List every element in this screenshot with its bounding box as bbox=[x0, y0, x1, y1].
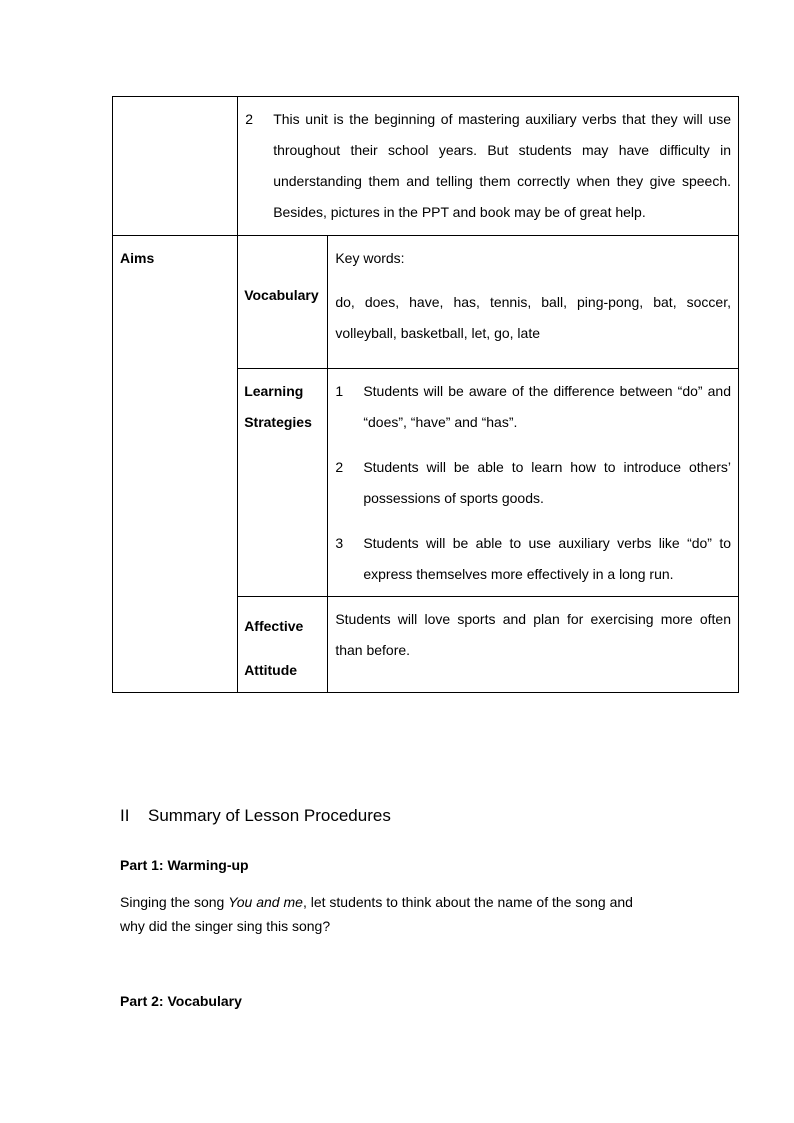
key-words-heading: Key words: bbox=[335, 250, 405, 266]
affective-attitude-label-cell bbox=[238, 597, 328, 693]
list-item bbox=[335, 376, 731, 438]
para-text: why did the singer sing this song? bbox=[120, 918, 331, 934]
list-item bbox=[335, 528, 731, 590]
item-text: Students will be able to use auxiliary verbs like “do” to express themselves more effectively in a long run. bbox=[363, 535, 731, 582]
empty-cell bbox=[113, 97, 238, 236]
affective-attitude-text: Students will love sports and plan for exercising more often than before. bbox=[335, 611, 731, 658]
affective-attitude-label bbox=[238, 597, 327, 692]
vocabulary-label: Vocabulary bbox=[244, 287, 319, 303]
item-text: Students will be aware of the difference between “do” and “does”, “have” and “has”. bbox=[363, 383, 731, 430]
para-text: , let students to think about the name of the song and bbox=[302, 894, 633, 910]
part1-title: Part 1: Warming-up bbox=[120, 857, 249, 873]
item-text: Students will be able to learn how to introduce others’ possessions of sports goods. bbox=[363, 459, 731, 506]
lesson-plan-table bbox=[112, 96, 739, 693]
affective-attitude-content-cell bbox=[328, 597, 739, 693]
part1-paragraph bbox=[120, 890, 680, 938]
learning-strategies-label-cell bbox=[238, 369, 328, 597]
list-item bbox=[335, 452, 731, 514]
table-row bbox=[113, 236, 739, 369]
label-line: Learning bbox=[244, 383, 304, 399]
label-line: Affective bbox=[244, 618, 304, 634]
item-number: 2 bbox=[335, 459, 344, 475]
item-number: 3 bbox=[335, 535, 344, 551]
table-row bbox=[113, 97, 739, 236]
para-text: Singing the song bbox=[120, 894, 229, 910]
aims-label: Aims bbox=[120, 250, 155, 266]
learning-strategies-content-cell bbox=[328, 369, 739, 597]
item-text: This unit is the beginning of mastering auxiliary verbs that they will use throughout their school years. But students may have difficulty in understanding them and telling them correctly when they give speech. Besides, pictures in the PPT and book may be of great help. bbox=[273, 111, 731, 220]
numbered-item bbox=[245, 104, 731, 228]
label-line: Attitude bbox=[244, 662, 298, 678]
item-number: 2 bbox=[245, 111, 253, 127]
aims-cell bbox=[113, 236, 238, 693]
learning-strategies-label bbox=[238, 369, 327, 438]
section-numeral: II bbox=[120, 806, 130, 825]
analysis-cell bbox=[238, 97, 739, 236]
song-title: You and me bbox=[228, 894, 303, 910]
vocabulary-label-cell bbox=[238, 236, 328, 369]
part2-title: Part 2: Vocabulary bbox=[120, 993, 242, 1009]
vocabulary-content-cell bbox=[328, 236, 739, 369]
label-line: Strategies bbox=[244, 414, 312, 430]
section-title: Summary of Lesson Procedures bbox=[148, 806, 391, 825]
item-number: 1 bbox=[335, 383, 344, 399]
section-heading bbox=[120, 806, 391, 826]
key-words-list: do, does, have, has, tennis, ball, ping-pong, bat, soccer, volleyball, basketball, let, go, late bbox=[335, 294, 731, 341]
